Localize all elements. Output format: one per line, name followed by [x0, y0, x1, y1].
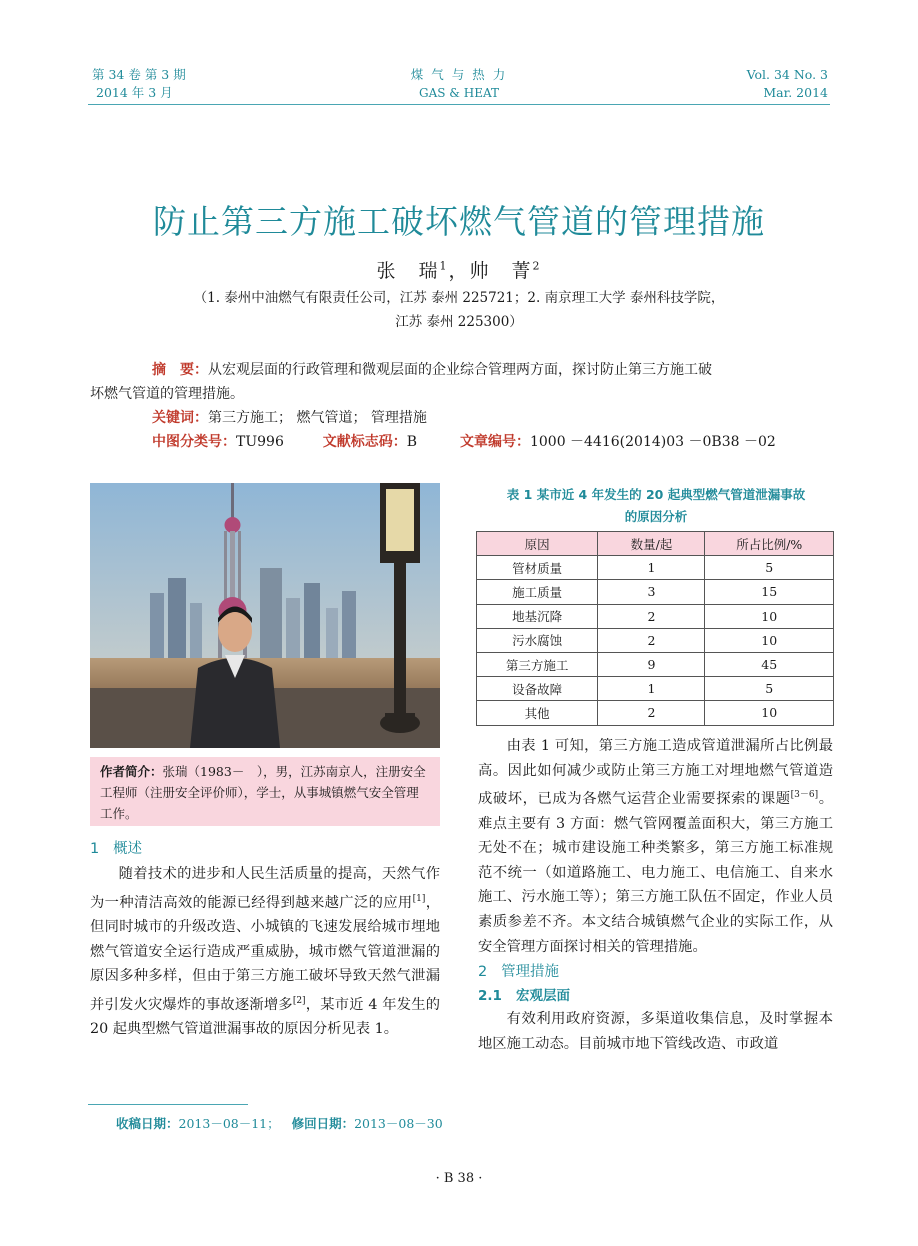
table-cell: 施工质量	[477, 580, 598, 604]
table-cell: 10	[705, 604, 834, 628]
keywords: 关键词：第三方施工； 燃气管道； 管理措施	[152, 410, 427, 426]
table-cell: 管材质量	[477, 556, 598, 580]
table-cell: 9	[598, 652, 705, 676]
table-cell: 10	[705, 628, 834, 652]
right-paragraph-1: 由表 1 可知，第三方施工造成管道泄漏所占比例最高。因此如何减少或防止第三方施工对埋地燃气管道造成破坏，已成为各燃气运营企业需要探索的课题[3－6]。难点主要有 3 方面：燃气管网覆盖面积大，第三方施工无处不在；城市建设施工种类繁多，第三方施工标准规范不统一（如道路施工、电力施工、电信施工、自来水施工、污水施工等）；第三方施工队伍不固定，作业人员素质参差不齐。本文结合城镇燃气企业的实际工作，从安全管理方面探讨相关的管理措施。	[478, 738, 834, 955]
table-cell: 2	[598, 628, 705, 652]
right-paragraph-2: 有效利用政府资源，多渠道收集信息，及时掌握本地区施工动态。目前城市地下管线改造、市政道	[478, 1011, 833, 1052]
author-1: 张 瑞	[376, 260, 440, 282]
abstract: 摘 要：从宏观层面的行政管理和微观层面的企业综合管理两方面，探讨防止第三方施工破 坏燃气管道的管理措施。 关键词：第三方施工； 燃气管道； 管理措施 中图分类号：TU996 文献标志码：B 文章编号：1000 －4416(2014)03 －0B38 －02	[120, 358, 810, 454]
section-1-paragraph: 随着技术的进步和人民生活质量的提高，天然气作为一种清洁高效的能源已经得到越来越广泛的应用[1]，但同时城市的升级改造、小城镇的飞速发展给城市埋地燃气管道安全运行造成严重威胁，城市燃气管道泄漏的原因多种多样，但由于第三方施工破坏导致天然气泄漏并引发火灾爆炸的事故逐渐增多[2]，某市近 4 年发生的 20 起典型燃气管道泄漏事故的原因分析见表 1。	[90, 866, 441, 1038]
table-cell: 地基沉降	[477, 604, 598, 628]
page-number: · B 38 ·	[435, 1171, 483, 1186]
author-bio: 作者简介：张瑞（1983－ ），男，江苏南京人，注册安全工程师（注册安全评价师），学士，从事城镇燃气安全管理工作。	[90, 757, 440, 826]
table-1	[476, 531, 834, 726]
table-cell: 1	[598, 677, 705, 701]
table-cell: 3	[598, 580, 705, 604]
table-cell: 第三方施工	[477, 652, 598, 676]
classification: 中图分类号：TU996 文献标志码：B 文章编号：1000 －4416(2014)03 －0B38 －02	[152, 434, 776, 450]
table-cell: 5	[705, 677, 834, 701]
footnote-divider	[88, 1104, 248, 1105]
table-cell: 污水腐蚀	[477, 628, 598, 652]
abstract-label: 摘 要：	[152, 362, 208, 378]
header-divider	[88, 104, 830, 105]
journal-volume-en: Vol. 34 No. 3 Mar. 2014	[746, 67, 828, 100]
section-1-heading: 1 概述	[90, 841, 143, 857]
right-column-body	[478, 734, 833, 1056]
table-header-cell: 所占比例/%	[705, 532, 834, 556]
page-title: 防止第三方施工破坏燃气管道的管理措施	[153, 202, 765, 241]
table-cell: 其他	[477, 701, 598, 725]
table-cell: 10	[705, 701, 834, 725]
table-cell: 5	[705, 556, 834, 580]
table-cell: 45	[705, 652, 834, 676]
table-row	[477, 652, 834, 676]
footnote-dates: 收稿日期：2013－08－11； 修回日期：2013－08－30	[116, 1116, 443, 1131]
table-cell: 15	[705, 580, 834, 604]
journal-volume-issue: 第 34 卷 第 3 期 2014 年 3 月	[92, 67, 186, 100]
table-cell: 设备故障	[477, 677, 598, 701]
table-1-caption: 表 1 某市近 4 年发生的 20 起典型燃气管道泄漏事故 的原因分析	[506, 487, 806, 524]
table-cell: 2	[598, 604, 705, 628]
table-header-cell: 原因	[477, 532, 598, 556]
table-row	[477, 604, 834, 628]
author-photo	[90, 483, 440, 748]
table-row	[477, 701, 834, 725]
section-2-heading: 2 管理措施	[478, 964, 560, 981]
authors: 张 瑞$^1$，帅 菁$^2$	[376, 259, 542, 282]
affiliations: （1. 泰州中油燃气有限责任公司，江苏 泰州 225721；2. 南京理工大学 泰州科技学院， 江苏 泰州 225300）	[193, 290, 725, 330]
section-2-1-heading: 2.1 宏观层面	[478, 988, 571, 1005]
table-row	[477, 580, 834, 604]
journal-name: 煤 气 与 热 力 GAS & HEAT	[410, 67, 508, 100]
table-header-row	[477, 532, 834, 556]
author-2: 帅 菁	[469, 260, 533, 282]
section-1-body	[90, 862, 440, 1042]
author-photo-illustration	[90, 483, 440, 748]
table-cell: 1	[598, 556, 705, 580]
table-row	[477, 628, 834, 652]
table-row	[477, 556, 834, 580]
table-cell: 2	[598, 701, 705, 725]
table-row	[477, 677, 834, 701]
table-header-cell: 数量/起	[598, 532, 705, 556]
